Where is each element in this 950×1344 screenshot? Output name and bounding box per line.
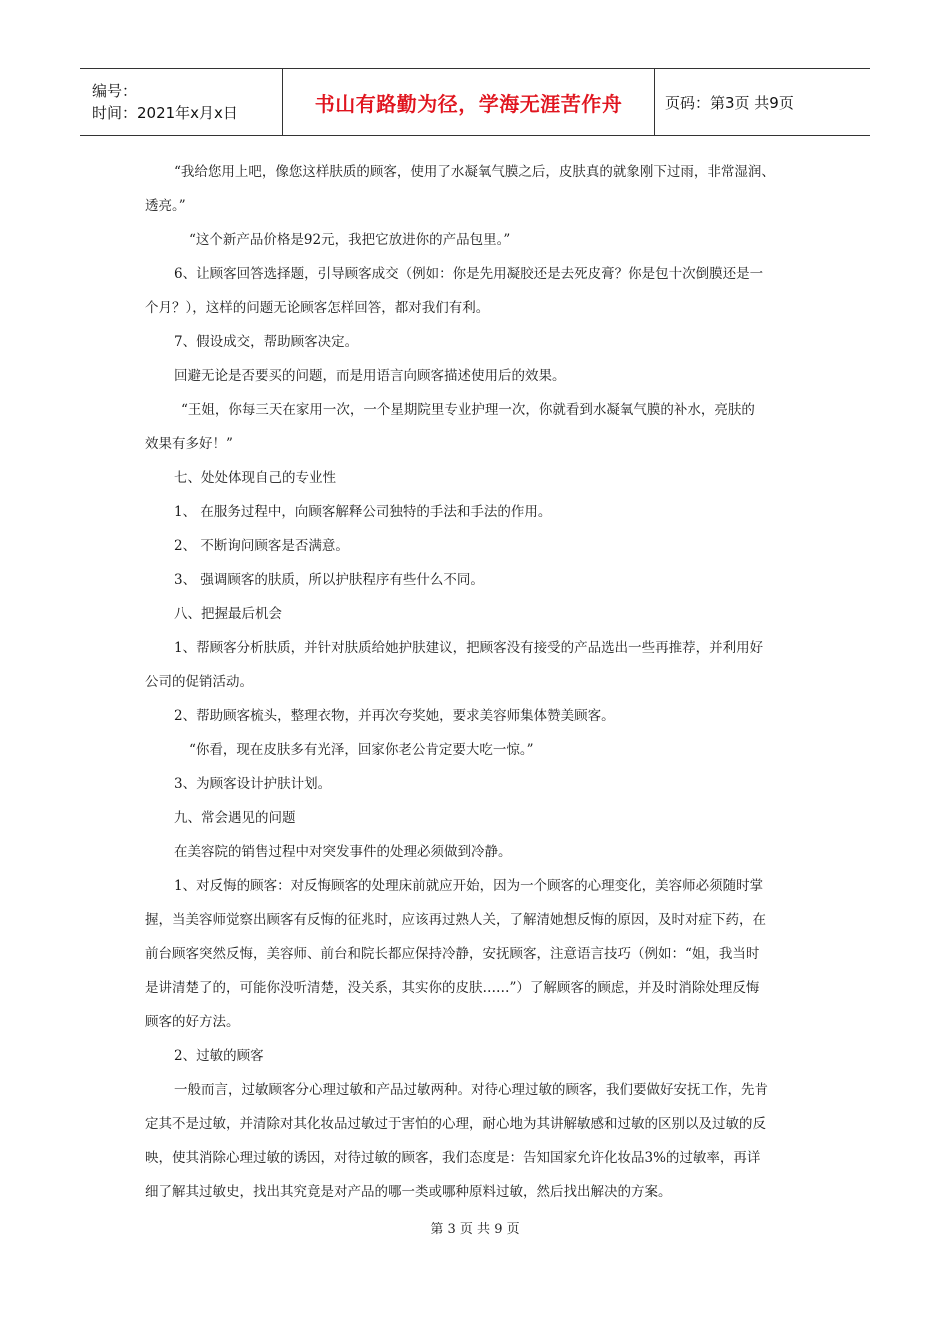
section-heading: 七、处处体现自己的专业性 <box>174 470 336 486</box>
header-meta <box>80 69 282 135</box>
paragraph: 映，使其消除心理过敏的诱因，对待过敏的顾客，我们态度是：告知国家允许化妆品3%的过敏率，再详 <box>145 1150 761 1166</box>
date-label: 时间：2021年x月x日 <box>92 104 238 122</box>
paragraph: 回避无论是否要买的问题，而是用语言向顾客描述使用后的效果。 <box>174 368 566 384</box>
paragraph: 效果有多好！” <box>145 436 233 452</box>
paragraph: 6、让顾客回答选择题，引导顾客成交（例如：你是先用凝胶还是去死皮膏？你是包十次倒膜还是一 <box>174 266 764 282</box>
paragraph: “我给您用上吧，像您这样肤质的顾客，使用了水凝氧气膜之后，皮肤真的就象刚下过雨，非常湿润、 <box>174 164 775 180</box>
paragraph: 2、 不断询问顾客是否满意。 <box>174 538 349 554</box>
paragraph: “这个新产品价格是92元，我把它放进你的产品包里。” <box>189 232 511 248</box>
paragraph: 细了解其过敏史，找出其究竟是对产品的哪一类或哪种原料过敏，然后找出解决的方案。 <box>145 1184 672 1200</box>
paragraph: 顾客的好方法。 <box>145 1014 240 1030</box>
paragraph: “王姐，你每三天在家用一次，一个星期院里专业护理一次，你就看到水凝氧气膜的补水，亮肤的 <box>181 402 755 418</box>
section-heading: 九、常会遇见的问题 <box>174 810 296 826</box>
paragraph: 1、 在服务过程中，向顾客解释公司独特的手法和手法的作用。 <box>174 504 552 520</box>
paragraph: 7、假设成交，帮助顾客决定。 <box>174 334 359 350</box>
paragraph: “你看，现在皮肤多有光泽，回家你老公肯定要大吃一惊。” <box>189 742 534 758</box>
paragraph: 2、帮助顾客梳头，整理衣物，并再次夸奖她，要求美容师集体赞美顾客。 <box>174 708 615 724</box>
paragraph: 一般而言，过敏顾客分心理过敏和产品过敏两种。对待心理过敏的顾客，我们要做好安抚工作，先肯 <box>174 1082 768 1098</box>
header-page-info: 页码：第3页 共9页 <box>665 93 794 112</box>
paragraph: 3、为顾客设计护肤计划。 <box>174 776 332 792</box>
paragraph: 定其不是过敏，并清除对其化妆品过敏过于害怕的心理，耐心地为其讲解敏感和过敏的区别以及过敏的反 <box>145 1116 766 1132</box>
paragraph: 1、帮顾客分析肤质，并针对肤质给她护肤建议，把顾客没有接受的产品选出一些再推荐，并利用好 <box>174 640 764 656</box>
paragraph: 是讲清楚了的，可能你没听清楚，没关系，其实你的皮肤……”）了解顾客的顾虑，并及时消除处理反悔 <box>145 980 760 996</box>
section-heading: 八、把握最后机会 <box>174 606 282 622</box>
paragraph: 公司的促销活动。 <box>145 674 253 690</box>
paragraph: 在美容院的销售过程中对突发事件的处理必须做到冷静。 <box>174 844 512 860</box>
document-body <box>145 155 810 1209</box>
serial-number-label: 编号： <box>92 82 138 100</box>
paragraph: 前台顾客突然反悔，美容师、前台和院长都应保持冷静，安抚顾客，注意语言技巧（例如：“姐，我当时 <box>145 946 760 962</box>
page-footer: 第 3 页 共 9 页 <box>430 1222 520 1237</box>
paragraph: 透亮。” <box>145 198 186 214</box>
sub-heading: 2、过敏的顾客 <box>174 1048 264 1064</box>
header-motto: 书山有路勤为径，学海无涯苦作舟 <box>282 69 655 135</box>
paragraph: 3、 强调顾客的肤质，所以护肤程序有些什么不同。 <box>174 572 484 588</box>
paragraph: 1、对反悔的顾客：对反悔顾客的处理床前就应开始，因为一个顾客的心理变化，美容师必须随时掌 <box>174 878 764 894</box>
paragraph: 个月？），这样的问题无论顾客怎样回答，都对我们有利。 <box>145 300 490 316</box>
page-header <box>80 68 870 136</box>
paragraph: 握，当美容师觉察出顾客有反悔的征兆时，应该再过熟人关，了解清她想反悔的原因，及时对症下药，在 <box>145 912 766 928</box>
